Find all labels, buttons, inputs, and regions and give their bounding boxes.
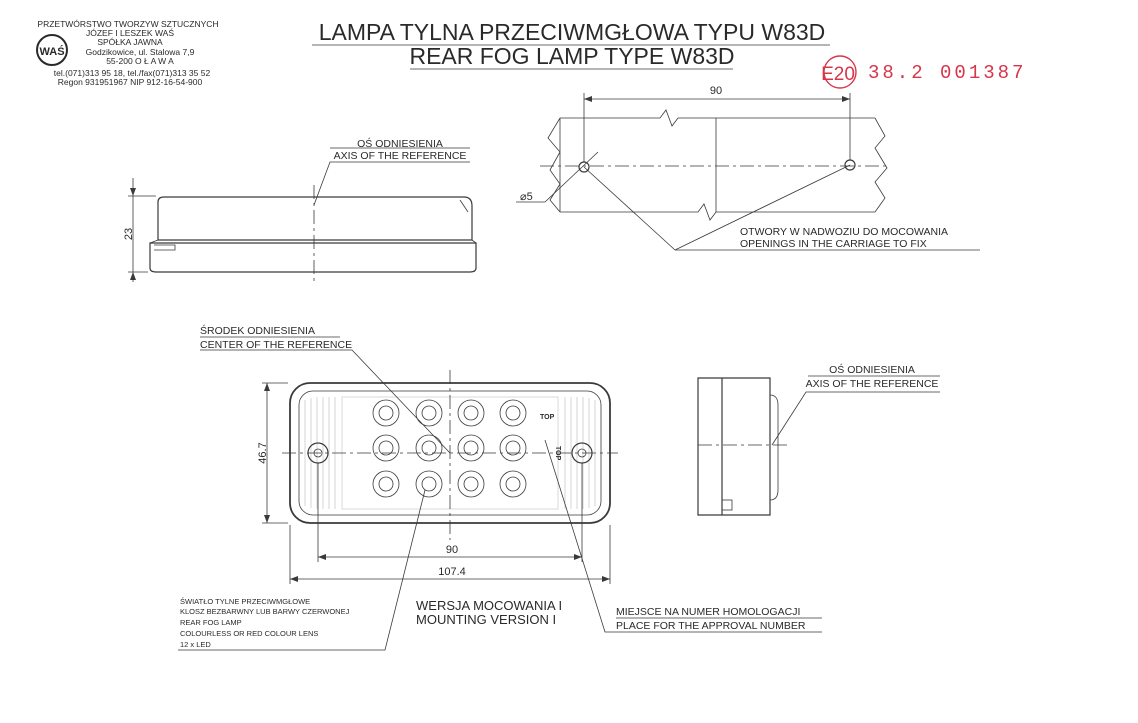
approval-label-pl: MIEJSCE NA NUMER HOMOLOGACJI: [616, 606, 801, 618]
approval-place: [616, 606, 822, 632]
company-line-7: Regon 931951967 NIP 912-16-54-900: [57, 77, 203, 87]
approval-label-en: PLACE FOR THE APPROVAL NUMBER: [616, 620, 806, 632]
top-mark-rotated: TOP: [554, 446, 561, 461]
led: [416, 435, 442, 461]
lamp-desc-1: ŚWIATŁO TYLNE PRZECIWMGŁOWE: [180, 597, 311, 606]
dim-width-107-4: 107.4: [438, 566, 466, 578]
stamp-mark: E20: [821, 64, 855, 85]
holes-label-en: OPENINGS IN THE CARRIAGE TO FIX: [740, 238, 927, 250]
axis-top-label-en: AXIS OF THE REFERENCE: [333, 150, 467, 162]
lamp-desc-3: REAR FOG LAMP: [180, 618, 242, 627]
lamp-desc-2: KLOSZ BEZBARWNY LUB BARWY CZERWONEJ: [180, 607, 350, 616]
led: [416, 471, 442, 497]
led: [500, 471, 526, 497]
company-line-5: 55-200 O Ł A W A: [106, 56, 174, 66]
top-mark: TOP: [540, 414, 555, 421]
version-pl: WERSJA MOCOWANIA I: [416, 598, 563, 613]
led: [500, 435, 526, 461]
dim-height-23: 23: [123, 227, 135, 241]
mounting-version: [416, 598, 562, 627]
company-line-1: PRZETWÓRSTWO TWORZYW SZTUCZNYCH: [37, 19, 219, 29]
dim-lamp-height-46-7: 46.7: [257, 442, 269, 464]
lamp-desc-5: 12 x LED: [180, 640, 211, 649]
led: [416, 400, 442, 426]
led: [500, 400, 526, 426]
led: [373, 471, 399, 497]
led: [458, 400, 484, 426]
led: [458, 471, 484, 497]
axis-right-label-pl: OŚ ODNIESIENIA: [829, 364, 915, 376]
right-side-view: [698, 363, 940, 515]
center-label-pl: ŚRODEK ODNIESIENIA: [200, 325, 315, 337]
axis-right-label-en: AXIS OF THE REFERENCE: [805, 378, 939, 390]
dim-width-90: 90: [445, 544, 459, 556]
side-view: [123, 137, 476, 285]
title-pl: LAMPA TYLNA PRZECIWMGŁOWA TYPU W83D: [318, 19, 826, 45]
company-line-6: tel.(071)313 95 18, tel./fax(071)313 35 52: [53, 68, 211, 78]
company-line-3: SPÓŁKA JAWNA: [97, 37, 163, 47]
title-en: REAR FOG LAMP TYPE W83D: [409, 43, 735, 69]
company-header: [37, 19, 218, 87]
version-en: MOUNTING VERSION I: [416, 612, 557, 627]
dim-holes-90: 90: [709, 85, 723, 97]
drawing-title: [312, 19, 830, 69]
led-grid: [373, 400, 526, 497]
lamp-description: [180, 597, 350, 649]
approval-stamp: [821, 56, 1026, 88]
dim-diameter-5: ⌀5: [520, 191, 533, 203]
company-line-4: Godzikowice, ul. Stalowa 7,9: [85, 47, 195, 57]
logo-text: WAŚ: [39, 46, 65, 58]
holes-label-pl: OTWORY W NADWOZIU DO MOCOWANIA: [740, 226, 949, 238]
led: [458, 435, 484, 461]
led: [373, 435, 399, 461]
stamp-number: 38.2 001387: [868, 62, 1027, 84]
company-line-2: JÓZEF I LESZEK WAŚ: [85, 28, 175, 38]
axis-top-label-pl: OŚ ODNIESIENIA: [357, 138, 443, 150]
mounting-holes-view: [516, 85, 980, 250]
center-label-en: CENTER OF THE REFERENCE: [200, 339, 353, 351]
company-logo: [37, 35, 67, 65]
lamp-desc-4: COLOURLESS OR RED COLOUR LENS: [180, 629, 319, 638]
led: [373, 400, 399, 426]
